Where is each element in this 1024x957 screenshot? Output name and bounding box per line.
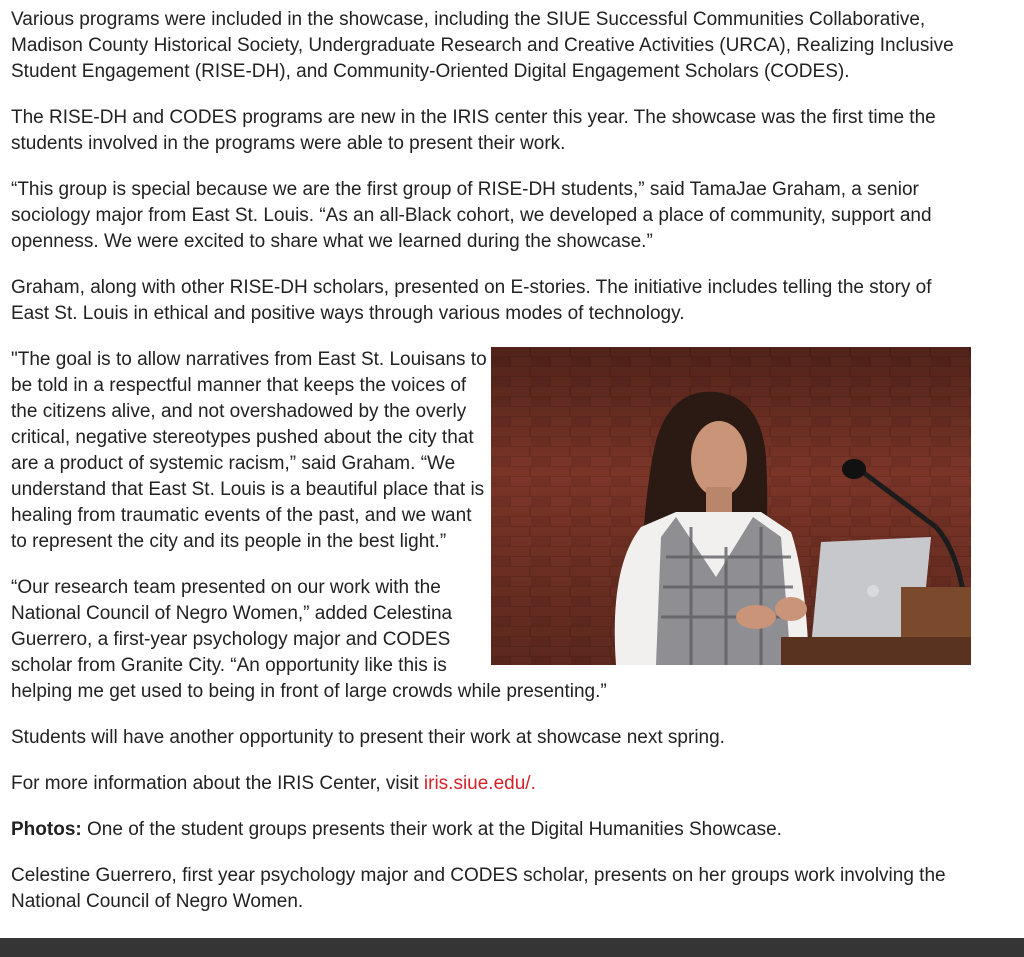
paragraph-next-spring: Students will have another opportunity to present their work at showcase next spring. xyxy=(11,727,725,748)
paragraph-narratives-quote: "The goal is to allow narratives from East St. Louisans to be told in a respectful manner that keeps the voices of the citizens alive, and not overshadowed by the overly critical, negative stereotypes pushed about the city that are a product of systemic racism,” said Graham. “We understand that East St. Louis is a beautiful place that is healing from traumatic events of the past, and we want to represent the city and its people in the best light.” xyxy=(11,349,487,552)
paragraph-more-info xyxy=(11,771,971,797)
presenter-photo-illustration xyxy=(491,347,971,665)
photos-caption-text: One of the student groups presents their work at the Digital Humanities Showcase. xyxy=(81,819,782,840)
article-body xyxy=(11,7,971,935)
paragraph-photos-caption xyxy=(11,817,971,843)
paragraph-estories: Graham, along with other RISE-DH scholars, presented on E-stories. The initiative includes telling the story of East St. Louis in ethical and positive ways through various modes of technology. xyxy=(11,277,932,324)
paragraph-new-programs: The RISE-DH and CODES programs are new in the IRIS center this year. The showcase was the first time the students involved in the programs were able to present their work. xyxy=(11,107,936,154)
paragraph-graham-quote: “This group is special because we are the first group of RISE-DH students,” said TamaJae Graham, a senior sociology major from East St. Louis. “As an all-Black cohort, we developed a place of community, support and openness. We were excited to share what we learned during the showcase.” xyxy=(11,179,932,252)
presenter-photo xyxy=(491,347,971,665)
footer-bar xyxy=(0,938,1024,957)
paragraph-guerrero-quote: “Our research team presented on our work with the National Council of Negro Women,” added Celestina Guerrero, a first-year psychology major and CODES scholar from Granite City. “An opportunity like this is helping me get used to being in front of large crowds while presenting.” xyxy=(11,577,607,702)
paragraph-guerrero-caption: Celestine Guerrero, first year psychology major and CODES scholar, presents on her groups work involving the National Council of Negro Women. xyxy=(11,865,946,912)
photos-label: Photos: xyxy=(11,819,82,840)
more-info-text: For more information about the IRIS Center, visit xyxy=(11,773,424,794)
paragraph-programs: Various programs were included in the showcase, including the SIUE Successful Communities Collaborative, Madison County Historical Society, Undergraduate Research and Creative Activities (URCA), Realizing Inclusive Student Engagement (RISE-DH), and Community-Oriented Digital Engagement Scholars (CODES). xyxy=(11,9,954,82)
iris-link[interactable]: iris.siue.edu/. xyxy=(423,773,536,794)
